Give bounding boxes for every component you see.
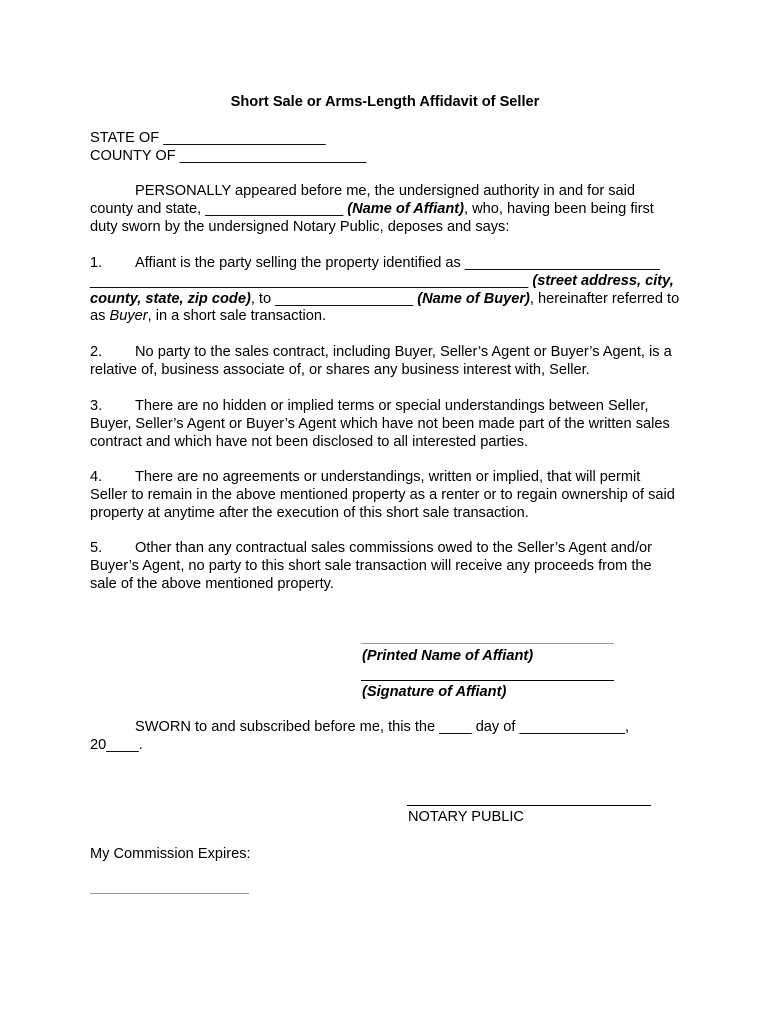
clause-5-number: 5. xyxy=(90,540,103,556)
clause-1-text-1: Affiant is the party selling the property identified as ________________________ ______________________________________________________ xyxy=(90,255,660,289)
clause-1 xyxy=(90,255,680,326)
clause-1-text-4: , in a short sale transaction. xyxy=(147,308,327,325)
clause-3-number: 3. xyxy=(90,398,103,414)
notary-signature-line[interactable] xyxy=(407,805,651,806)
printed-name-label: (Printed Name of Affiant) xyxy=(362,648,534,664)
clause-5-text: Other than any contractual sales commissions owed to the Seller’s Agent and/or Buyer’s Agent, no party to this short sale transaction will receive any proceeds from the sale of the above mentioned property. xyxy=(90,540,653,592)
clause-3 xyxy=(90,398,680,451)
intro-text-2: , who, having been being first duty sworn by the undersigned Notary Public, deposes and says: xyxy=(90,200,654,235)
clause-2-text: No party to the sales contract, including Buyer, Seller’s Agent or Buyer’s Agent, is a relative of, business associate of, or shares any business interest with, Seller. xyxy=(90,344,672,378)
clause-2 xyxy=(90,344,680,380)
name-of-affiant-label: (Name of Affiant) xyxy=(347,200,464,217)
county-line: COUNTY OF _______________________ xyxy=(90,148,367,164)
notary-public-label: NOTARY PUBLIC xyxy=(408,809,524,825)
sworn-paragraph xyxy=(90,719,690,755)
commission-expires-line[interactable] xyxy=(90,893,249,894)
intro-text-1: PERSONALLY appeared before me, the undersigned authority in and for said county and state, _________________ xyxy=(90,183,636,217)
signature-label: (Signature of Affiant) xyxy=(362,684,507,700)
clause-1-number: 1. xyxy=(90,255,103,271)
affiant-signature-line[interactable] xyxy=(361,680,614,681)
street-address-label: (street address, city, county, state, zip code) xyxy=(90,272,674,307)
clause-4-text: There are no agreements or understandings, written or implied, that will permit Seller to remain in the above mentioned property as a renter or to regain ownership of said property at anytime after the execution of this short sale transaction. xyxy=(90,469,675,521)
name-of-buyer-label: (Name of Buyer) xyxy=(417,290,530,307)
buyer-term: Buyer xyxy=(109,308,148,325)
clause-4-number: 4. xyxy=(90,469,103,485)
clause-4 xyxy=(90,469,680,522)
commission-expires-label: My Commission Expires: xyxy=(90,846,251,862)
document-title: Short Sale or Arms-Length Affidavit of Seller xyxy=(230,94,540,110)
state-line: STATE OF ____________________ xyxy=(90,130,326,146)
printed-name-signature-line[interactable] xyxy=(361,643,614,644)
clause-1-text-3: , hereinafter referred to as xyxy=(90,290,680,325)
clause-5 xyxy=(90,540,680,593)
intro-paragraph xyxy=(90,183,680,236)
sworn-line-2: 20____. xyxy=(90,736,143,753)
sworn-line-1: SWORN to and subscribed before me, this the ____ day of _____________, xyxy=(135,719,630,735)
clause-1-text-2: , to _________________ xyxy=(250,290,418,307)
clause-2-number: 2. xyxy=(90,344,103,360)
clause-3-text: There are no hidden or implied terms or special understandings between Seller, Buyer, Seller’s Agent or Buyer’s Agent which have not been made part of the written sales contract and which have not been disclosed to all interested parties. xyxy=(90,398,670,450)
